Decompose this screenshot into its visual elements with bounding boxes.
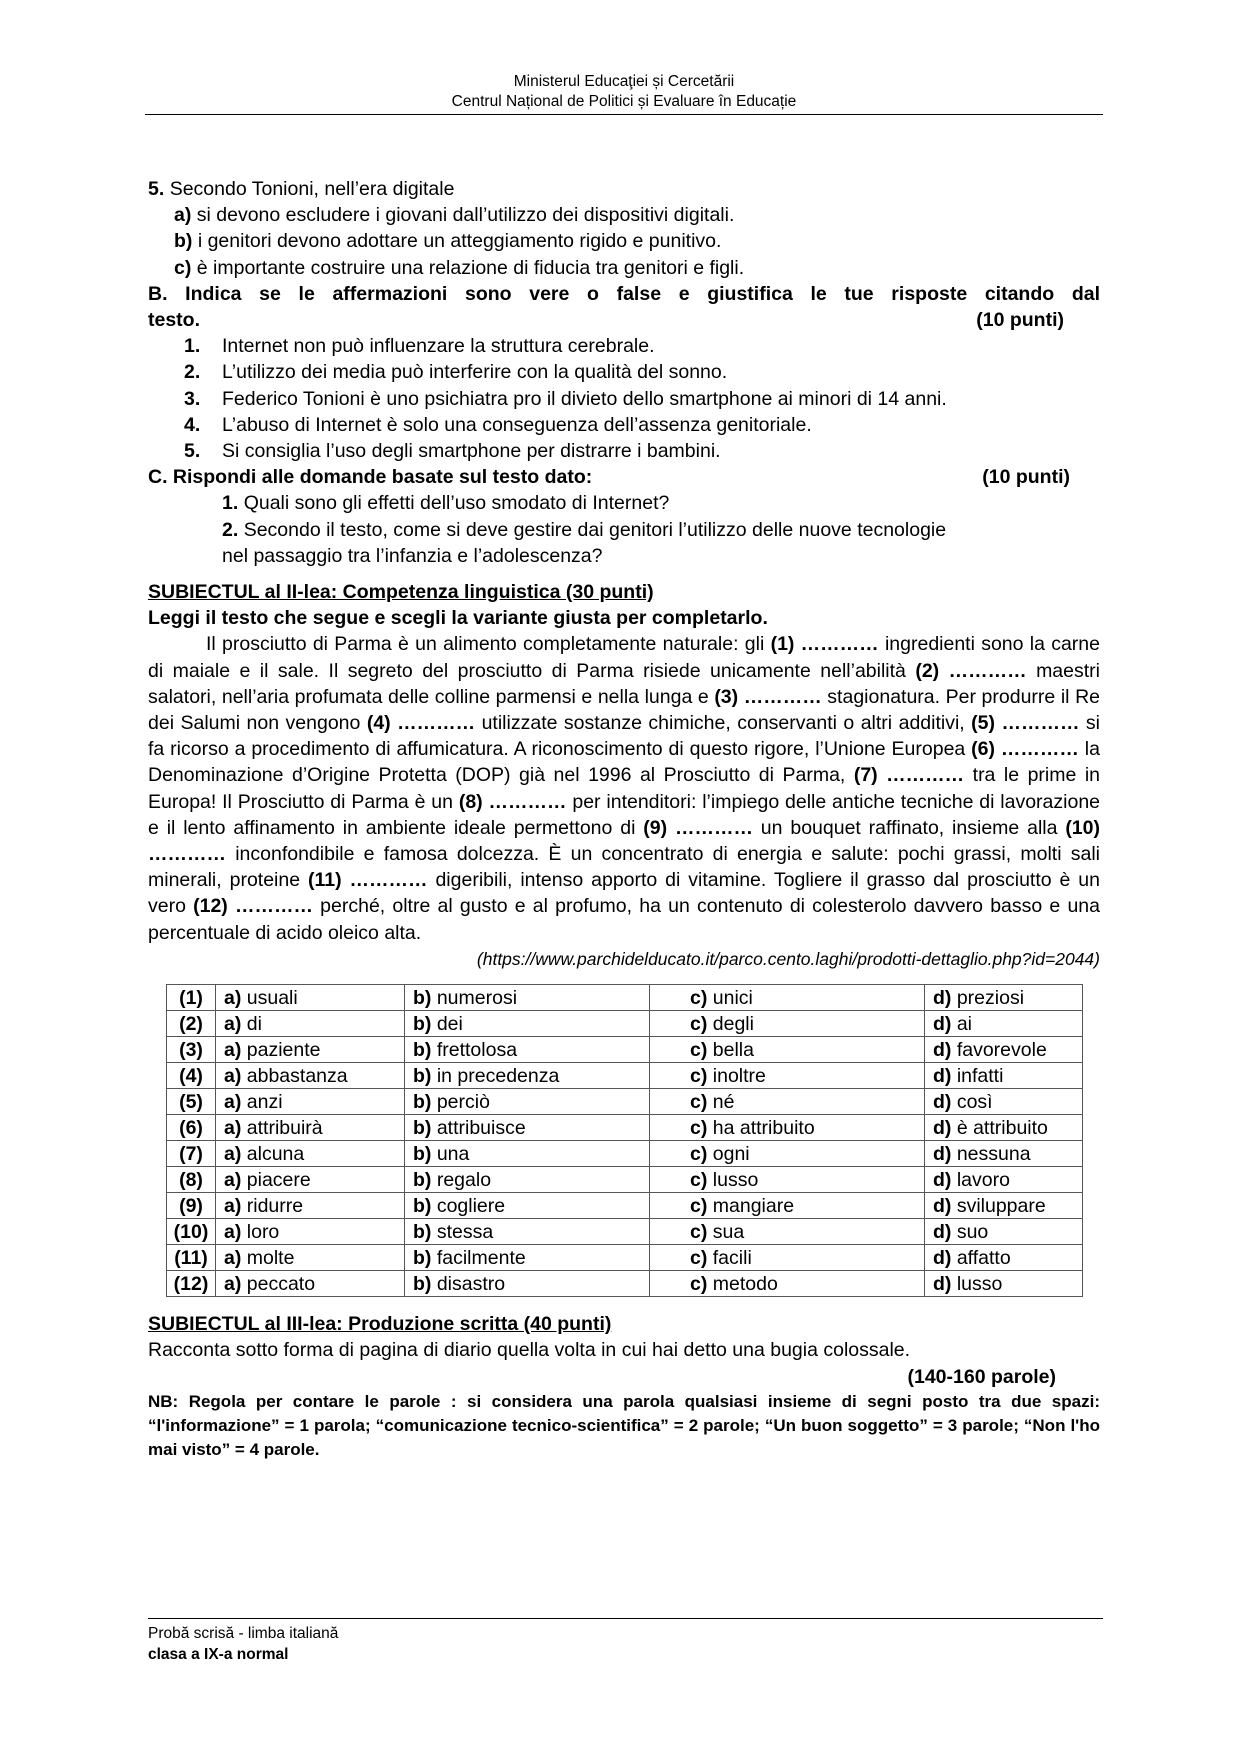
option-c: c) né	[650, 1089, 925, 1115]
blank-number: (9)	[167, 1193, 216, 1219]
blank-marker: (7) …………	[853, 764, 965, 787]
option-a: a) abbastanza	[216, 1063, 405, 1089]
statement-item: 4. L’abuso di Internet è solo una conseguenza dell’assenza genitoriale.	[184, 413, 812, 436]
option-b: b) stessa	[405, 1219, 650, 1245]
blank-number: (2)	[167, 1011, 216, 1037]
section-2-title: SUBIECTUL al II-lea: Competenza linguistica (30 punti)	[148, 581, 654, 604]
option-c: c) ogni	[650, 1141, 925, 1167]
word-count: (140-160 parole)	[907, 1365, 1056, 1388]
part-b-instruction-end: testo.	[148, 309, 201, 332]
table-row	[167, 985, 1083, 1011]
blank-number: (1)	[167, 985, 216, 1011]
statement-item: 3. Federico Tonioni è uno psichiatra pro il divieto dello smartphone ai minori di 14 anni.	[184, 387, 947, 410]
blank-marker: (4) …………	[366, 712, 476, 735]
question-5	[148, 176, 1100, 281]
option-a: a) paziente	[216, 1037, 405, 1063]
part-c-points: (10 punti)	[982, 466, 1070, 489]
option-a: a) molte	[216, 1245, 405, 1271]
table-row	[167, 1271, 1083, 1297]
option-c: c) sua	[650, 1219, 925, 1245]
option-d: d) sviluppare	[925, 1193, 1083, 1219]
blank-number: (3)	[167, 1037, 216, 1063]
option-b: b) numerosi	[405, 985, 650, 1011]
blank-number: (10)	[167, 1219, 216, 1245]
option-c: c) degli	[650, 1011, 925, 1037]
blank-marker: (3) …………	[714, 685, 822, 708]
statement-item: 1. Internet non può influenzare la struttura cerebrale.	[184, 335, 655, 358]
statement-list	[148, 333, 1100, 464]
blank-marker: (6) …………	[971, 738, 1079, 761]
option-d: d) preziosi	[925, 985, 1083, 1011]
word-count-rule: NB: Regola per contare le parole : si considera una parola qualsiasi insieme di segni posto tra due spazi: “l'informazione” = 1 parola; “comunicazione tecnico-scientifica” = 2 parole; “Un buon soggetto” = 3 parole; “Non l'ho mai visto” = 4 parole.	[148, 1391, 1100, 1459]
table-row	[167, 1167, 1083, 1193]
class-level: clasa a IX-a normal	[148, 1646, 289, 1663]
section-3-title: SUBIECTUL al III-lea: Produzione scritta (40 punti)	[148, 1313, 612, 1336]
option-d: d) favorevole	[925, 1037, 1083, 1063]
option-a: a) usuali	[216, 985, 405, 1011]
option-b: b) facilmente	[405, 1245, 650, 1271]
option-b: b) i genitori devono adottare un atteggiamento rigido e punitivo.	[174, 230, 722, 253]
option-a: a) loro	[216, 1219, 405, 1245]
blank-number: (5)	[167, 1089, 216, 1115]
option-a: a) ridurre	[216, 1193, 405, 1219]
option-b: b) in precedenza	[405, 1063, 650, 1089]
writing-task: Racconta sotto forma di pagina di diario quella volta in cui hai detto una bugia colossale.	[148, 1339, 911, 1362]
open-question-2: 2. Secondo il testo, come si deve gestire dai genitori l’utilizzo delle nuove tecnologie	[222, 518, 947, 541]
table-row	[167, 1115, 1083, 1141]
option-c: c) lusso	[650, 1167, 925, 1193]
blank-marker: (8) …………	[458, 790, 567, 813]
blank-number: (7)	[167, 1141, 216, 1167]
table-row	[167, 1193, 1083, 1219]
blank-marker: (10) …………	[148, 816, 1100, 866]
option-a: a) piacere	[216, 1167, 405, 1193]
option-d: d) lavoro	[925, 1167, 1083, 1193]
open-question-2-cont: nel passaggio tra l’infanzia e l’adolescenza?	[222, 544, 603, 567]
source-citation: (https://www.parchidelducato.it/parco.cento.laghi/prodotti-dettaglio.php?id=2044)	[476, 948, 1100, 969]
blank-number: (8)	[167, 1167, 216, 1193]
table-row	[167, 1141, 1083, 1167]
table-row	[167, 1011, 1083, 1037]
option-b: b) perciò	[405, 1089, 650, 1115]
statement-item: 5. Si consiglia l’uso degli smartphone per distrarre i bambini.	[184, 440, 721, 463]
table-row	[167, 1063, 1083, 1089]
table-row	[167, 1089, 1083, 1115]
option-b: b) regalo	[405, 1167, 650, 1193]
blank-marker: (2) …………	[915, 659, 1027, 682]
page-footer	[148, 1618, 1103, 1665]
option-a: a) di	[216, 1011, 405, 1037]
blank-number: (11)	[167, 1245, 216, 1271]
question-number: 5.	[148, 178, 165, 200]
statement-item: 2. L’utilizzo dei media può interferire con la qualità del sonno.	[184, 361, 728, 384]
option-b: b) una	[405, 1141, 650, 1167]
option-c: c) mangiare	[650, 1193, 925, 1219]
option-c: c) unici	[650, 985, 925, 1011]
part-c	[148, 464, 1100, 569]
option-b: b) attribuisce	[405, 1115, 650, 1141]
option-c: c) facili	[650, 1245, 925, 1271]
options-table	[166, 984, 1083, 1297]
option-c: c) metodo	[650, 1271, 925, 1297]
option-c: c) bella	[650, 1037, 925, 1063]
blank-marker: (9) …………	[643, 816, 753, 839]
option-d: d) nessuna	[925, 1141, 1083, 1167]
blank-marker: (11) …………	[308, 869, 428, 892]
open-question-1: 1. Quali sono gli effetti dell’uso smodato di Internet?	[222, 492, 670, 515]
blank-number: (6)	[167, 1115, 216, 1141]
option-a: a) si devono escludere i giovani dall’utilizzo dei dispositivi digitali.	[174, 204, 735, 227]
option-b: b) disastro	[405, 1271, 650, 1297]
section-2-instruction: Leggi il testo che segue e scegli la variante giusta per completarlo.	[148, 607, 768, 630]
question-stem: Secondo Tonioni, nell’era digitale	[169, 178, 455, 200]
page-header	[145, 72, 1103, 115]
section-3	[148, 1311, 1100, 1462]
option-d: d) è attribuito	[925, 1115, 1083, 1141]
blank-marker: (12) …………	[193, 895, 313, 918]
option-a: a) peccato	[216, 1271, 405, 1297]
blank-number: (4)	[167, 1063, 216, 1089]
part-c-instruction: C. Rispondi alle domande basate sul testo dato:	[148, 466, 593, 489]
option-b: b) cogliere	[405, 1193, 650, 1219]
option-d: d) suo	[925, 1219, 1083, 1245]
option-a: a) attribuirà	[216, 1115, 405, 1141]
center-name: Centrul Național de Politici și Evaluare în Educație	[451, 93, 797, 110]
option-b: b) dei	[405, 1011, 650, 1037]
option-c: c) inoltre	[650, 1063, 925, 1089]
table-row	[167, 1037, 1083, 1063]
option-d: d) infatti	[925, 1063, 1083, 1089]
option-a: a) alcuna	[216, 1141, 405, 1167]
option-d: d) così	[925, 1089, 1083, 1115]
cloze-passage: Il prosciutto di Parma è un alimento completamente naturale: gli (1) ………… ingredienti sono la carne di maiale e il sale. Il segreto del prosciutto di Parma risiede unicamente nell’abilità (2) ………… maestri salatori, nell’aria profumata delle colline parmensi e nella lunga e (3) ………… stagionatura. Per produrre il Re dei Salumi non vengono (4) ………… utilizzate sostanze chimiche, conservanti o altri additivi, (5) ………… si fa ricorso a procedimento di affumicatura. A riconoscimento di questo rigore, l’Unione Europea (6) ………… la Denominazione d’Origine Protetta (DOP) già nel 1996 al Prosciutto di Parma, (7) ………… tra le prime in Europa! Il Prosciutto di Parma è un (8) ………… per intenditori: l’impiego delle antiche tecniche di lavorazione e il lento affinamento in ambiente ideale permettono di (9) ………… un bouquet raffinato, insieme alla (10) ………… inconfondibile e famosa dolcezza. È un concentrato di energia e salute: pochi grassi, molti sali minerali, proteine (11) ………… digeribili, intenso apporto di vitamine. Togliere il grasso dal prosciutto è un vero (12) ………… perché, oltre al gusto e al profumo, ha un contenuto di colesterolo davvero basso e una percentuale di acido oleico alta.	[148, 633, 1101, 944]
ministry-name: Ministerul Educaţiei și Cercetării	[513, 73, 735, 90]
option-c: c) ha attribuito	[650, 1115, 925, 1141]
option-d: d) affatto	[925, 1245, 1083, 1271]
blank-marker: (5) …………	[971, 712, 1080, 735]
page-content	[148, 176, 1100, 1462]
part-b	[148, 281, 1100, 464]
blank-number: (12)	[167, 1271, 216, 1297]
part-b-instruction: B. Indica se le affermazioni sono vere o false e giustifica le tue risposte citando dal	[148, 282, 1101, 305]
option-d: d) lusso	[925, 1271, 1083, 1297]
option-a: a) anzi	[216, 1089, 405, 1115]
option-c: c) è importante costruire una relazione di fiducia tra genitori e figli.	[174, 256, 745, 279]
part-b-points: (10 punti)	[976, 309, 1064, 332]
section-2	[148, 579, 1100, 1297]
table-row	[167, 1219, 1083, 1245]
blank-marker: (1) …………	[770, 633, 879, 656]
option-b: b) frettolosa	[405, 1037, 650, 1063]
option-d: d) ai	[925, 1011, 1083, 1037]
exam-name: Probă scrisă - limba italiană	[148, 1625, 339, 1642]
table-row	[167, 1245, 1083, 1271]
